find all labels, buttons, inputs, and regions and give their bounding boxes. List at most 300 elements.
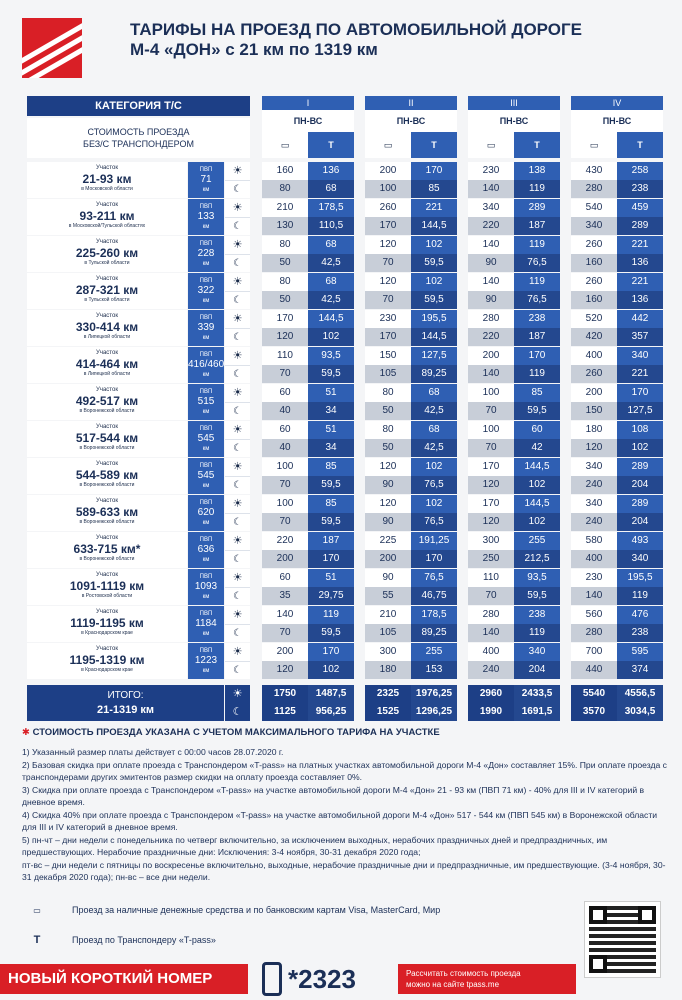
cash-price-cell: 150 (365, 347, 411, 365)
tpass-price-cell: 144,5 (411, 217, 457, 235)
tpass-price-cell: 46,75 (411, 587, 457, 605)
cash-price-cell: 700 (571, 643, 617, 661)
toll-point (188, 569, 224, 605)
tpass-price-cell: 42,5 (308, 291, 354, 309)
cash-price-cell: 170 (468, 458, 514, 476)
max-tariff-note: ✱ СТОИМОСТЬ ПРОЕЗДА УКАЗАНА С УЧЕТОМ МАКСИМАЛЬНОГО ТАРИФА НА УЧАСТКЕ (22, 727, 440, 738)
tpass-price-cell: 76,5 (411, 513, 457, 531)
cash-price-cell: 120 (365, 458, 411, 476)
section-label (27, 310, 187, 346)
category-column-header (262, 96, 354, 158)
cash-price-cell: 40 (262, 439, 308, 457)
cash-price-cell: 540 (571, 199, 617, 217)
cash-price-cell: 200 (262, 550, 308, 568)
cash-price-cell: 200 (365, 550, 411, 568)
cash-price-cell: 100 (365, 180, 411, 198)
total-label (27, 685, 224, 721)
pvp-word: ПВП (199, 167, 213, 173)
section-region: в Краснодарском крае (81, 667, 133, 673)
pvp-word: ПВП (199, 278, 213, 284)
tpass-price-cell: 59,5 (308, 513, 354, 531)
tpass-price-cell: 76,5 (514, 254, 560, 272)
tpass-price-cell: 4556,5 (617, 685, 663, 703)
calculate-cost-banner[interactable] (398, 964, 576, 994)
toll-point (188, 532, 224, 568)
tpass-price-cell: 238 (514, 310, 560, 328)
tpass-price-cell: 956,25 (308, 703, 354, 721)
cash-price-cell: 440 (571, 661, 617, 679)
cash-price-cell: 280 (571, 180, 617, 198)
section-km: 1091-1119 км (69, 579, 145, 593)
page-title (130, 20, 670, 60)
tpass-price-cell: 178,5 (308, 199, 354, 217)
tpass-price-cell: 3034,5 (617, 703, 663, 721)
section-label (27, 199, 187, 235)
calc-text: Рассчитать стоимость проезда (406, 969, 521, 978)
moon-icon: ☾ (225, 661, 250, 679)
km-word: км (202, 594, 210, 600)
tpass-icon: T (308, 132, 354, 158)
sun-icon: ☀ (225, 384, 250, 402)
section-km: 287-321 км (75, 283, 139, 297)
tpass-price-cell: 68 (411, 384, 457, 402)
section-region: в Воронежской области (79, 445, 135, 451)
tpass-price-cell: 204 (617, 476, 663, 494)
cash-price-cell: 140 (468, 365, 514, 383)
tpass-price-cell: 59,5 (411, 291, 457, 309)
section-km: 544-589 км (75, 468, 139, 482)
sun-icon: ☀ (225, 685, 250, 703)
cash-price-cell: 260 (365, 199, 411, 217)
toll-point (188, 162, 224, 198)
moon-icon: ☾ (225, 402, 250, 420)
cash-price-cell: 340 (571, 458, 617, 476)
tpass-price-cell: 144,5 (514, 458, 560, 476)
cash-price-cell: 35 (262, 587, 308, 605)
cash-price-cell: 1125 (262, 703, 308, 721)
section-label (27, 606, 187, 642)
cash-price-cell: 3570 (571, 703, 617, 721)
legend-tpass (22, 928, 542, 952)
cash-price-cell: 170 (468, 495, 514, 513)
title-line: ТАРИФЫ НА ПРОЕЗД ПО АВТОМОБИЛЬНОЙ ДОРОГЕ (130, 20, 582, 39)
section-region: в Воронежской области (79, 519, 135, 525)
pvp-km: 636 (197, 544, 215, 555)
total-title: ИТОГО: (107, 690, 144, 701)
days-label: ПН-ВС (468, 110, 560, 132)
category-column-header (468, 96, 560, 158)
tpass-price-cell: 59,5 (411, 254, 457, 272)
tpass-price-cell: 595 (617, 643, 663, 661)
tpass-price-cell: 1487,5 (308, 685, 354, 703)
tpass-price-cell: 102 (514, 476, 560, 494)
cash-price-cell: 80 (262, 180, 308, 198)
tpass-price-cell: 110,5 (308, 217, 354, 235)
tpass-price-cell: 76,5 (514, 291, 560, 309)
cash-price-cell: 180 (571, 421, 617, 439)
tpass-price-cell: 85 (514, 384, 560, 402)
tpass-price-cell: 170 (411, 162, 457, 180)
cash-price-cell: 70 (468, 402, 514, 420)
sun-icon: ☀ (225, 273, 250, 291)
tpass-price-cell: 42,5 (308, 254, 354, 272)
note-line: 2) Базовая скидка при оплате проезда с Транспондером «T-pass» на платных участках автомобильной дороги М-4 «Дон» составляет 15%. При оплате проезда с транспондерами других эмитентов размер скидки на оплату проезда составляет 0%. (22, 760, 667, 782)
tpass-price-cell: 59,5 (514, 587, 560, 605)
cash-price-cell: 200 (365, 162, 411, 180)
moon-icon: ☾ (225, 328, 250, 346)
sun-icon: ☀ (225, 236, 250, 254)
moon-icon: ☾ (225, 365, 250, 383)
tpass-price-cell: 119 (514, 273, 560, 291)
section-word: Участок (96, 535, 118, 541)
note-line: 1) Указанный размер платы действует с 00:00 часов 28.07.2020 г. (22, 746, 284, 757)
moon-icon: ☾ (225, 254, 250, 272)
toll-point (188, 643, 224, 679)
section-row (27, 162, 250, 198)
cash-price-cell: 280 (468, 606, 514, 624)
category-number: I (262, 96, 354, 110)
tpass-price-cell: 221 (411, 199, 457, 217)
cash-price-cell: 50 (262, 254, 308, 272)
section-row (27, 236, 250, 272)
cash-price-cell: 520 (571, 310, 617, 328)
cash-price-cell: 140 (468, 624, 514, 642)
tpass-icon: T (617, 132, 663, 158)
tpass-price-cell: 51 (308, 384, 354, 402)
section-word: Участок (96, 387, 118, 393)
section-region: в Липецкой области (83, 371, 131, 377)
cash-price-cell: 90 (365, 569, 411, 587)
toll-point (188, 458, 224, 494)
section-label (27, 421, 187, 457)
section-km: 1195-1319 км (69, 653, 145, 667)
tpass-price-cell: 187 (308, 532, 354, 550)
moon-icon: ☾ (225, 550, 250, 568)
tpass-price-cell: 1296,25 (411, 703, 457, 721)
toll-point (188, 606, 224, 642)
cash-price-cell: 80 (262, 236, 308, 254)
tpass-price-cell: 1691,5 (514, 703, 560, 721)
tpass-price-cell: 476 (617, 606, 663, 624)
km-word: км (202, 224, 210, 230)
cash-price-cell: 100 (468, 384, 514, 402)
section-word: Участок (96, 498, 118, 504)
cash-price-cell: 130 (262, 217, 308, 235)
tpass-price-cell: 204 (617, 513, 663, 531)
tpass-price-cell: 42,5 (411, 439, 457, 457)
cash-price-cell: 170 (365, 328, 411, 346)
toll-point (188, 384, 224, 420)
pvp-word: ПВП (199, 315, 213, 321)
section-word: Участок (96, 572, 118, 578)
section-label (27, 236, 187, 272)
tpass-price-cell: 221 (617, 273, 663, 291)
tpass-price-cell: 85 (308, 458, 354, 476)
tpass-price-cell: 76,5 (411, 476, 457, 494)
tpass-price-cell: 144,5 (514, 495, 560, 513)
section-label (27, 273, 187, 309)
tpass-price-cell: 119 (308, 606, 354, 624)
tpass-price-cell: 85 (411, 180, 457, 198)
pvp-km: 228 (197, 248, 215, 259)
days-label: ПН-ВС (365, 110, 457, 132)
section-word: Участок (96, 202, 118, 208)
section-row (27, 495, 250, 531)
tpass-price-cell: 127,5 (411, 347, 457, 365)
tpass-price-cell: 29,75 (308, 587, 354, 605)
section-label (27, 643, 187, 679)
cash-price-cell: 170 (365, 217, 411, 235)
tpass-price-cell: 153 (411, 661, 457, 679)
avtodor-logo-icon (22, 18, 82, 78)
cash-price-cell: 100 (468, 421, 514, 439)
cash-price-cell: 60 (262, 384, 308, 402)
moon-icon: ☾ (225, 180, 250, 198)
cash-price-cell: 80 (262, 273, 308, 291)
legend-cash-text: Проезд за наличные денежные средства и по банковским картам Visa, MasterCard, Мир (72, 905, 441, 915)
cash-price-cell: 70 (468, 439, 514, 457)
cash-price-cell: 60 (262, 569, 308, 587)
tpass-price-cell: 102 (411, 458, 457, 476)
category-number: III (468, 96, 560, 110)
pvp-word: ПВП (199, 537, 213, 543)
cost-label: БЕЗ/С ТРАНСПОНДЕРОМ (83, 139, 194, 149)
section-word: Участок (96, 609, 118, 615)
cash-price-cell: 70 (262, 365, 308, 383)
cash-price-cell: 210 (262, 199, 308, 217)
cash-price-cell: 2960 (468, 685, 514, 703)
category-number: IV (571, 96, 663, 110)
tpass-price-cell: 119 (514, 180, 560, 198)
moon-icon: ☾ (225, 217, 250, 235)
km-word: км (202, 520, 210, 526)
note-line: 4) Скидка 40% при оплате проезда с Транспондером «T-pass» на участке автомобильной дороги М-4 «Дон» 517 - 544 км (ПВП 545 км) в Воронежской области для III и IV категорий в дневное время. (22, 810, 658, 832)
tpass-price-cell: 68 (308, 236, 354, 254)
cash-price-cell: 160 (571, 291, 617, 309)
cash-price-cell: 120 (365, 236, 411, 254)
section-region: в Воронежской области (79, 556, 135, 562)
cash-price-cell: 120 (571, 439, 617, 457)
tpass-icon: T (411, 132, 457, 158)
km-word: км (202, 335, 210, 341)
cash-price-cell: 400 (571, 550, 617, 568)
short-number[interactable]: *2323 (288, 964, 356, 994)
cash-price-cell: 120 (365, 273, 411, 291)
tpass-price-cell: 119 (514, 365, 560, 383)
section-km: 414-464 км (75, 357, 139, 371)
pvp-km: 515 (197, 396, 215, 407)
cash-price-cell: 280 (571, 624, 617, 642)
section-km: 330-414 км (75, 320, 139, 334)
moon-icon: ☾ (225, 476, 250, 494)
km-word: км (202, 446, 210, 452)
section-km: 589-633 км (75, 505, 139, 519)
footer (0, 960, 682, 1000)
tpass-price-cell: 102 (411, 236, 457, 254)
section-word: Участок (96, 165, 118, 171)
subtitle-line: М-4 «ДОН» с 21 км по 1319 км (130, 40, 378, 59)
sun-icon: ☀ (225, 347, 250, 365)
total-range: 21-1319 км (96, 704, 155, 716)
section-region: в Московской области (81, 186, 133, 192)
cash-price-cell: 260 (571, 365, 617, 383)
toll-point (188, 495, 224, 531)
section-word: Участок (96, 350, 118, 356)
km-word: км (202, 409, 210, 415)
tpass-price-cell: 255 (411, 643, 457, 661)
section-label (27, 458, 187, 494)
section-region: в Ростовской области (81, 593, 133, 599)
tpass-price-cell: 89,25 (411, 365, 457, 383)
cash-price-cell: 120 (365, 495, 411, 513)
tpass-price-cell: 258 (617, 162, 663, 180)
km-word: км (202, 372, 210, 378)
sun-icon: ☀ (225, 532, 250, 550)
toll-point (188, 310, 224, 346)
tpass-price-cell: 59,5 (514, 402, 560, 420)
tpass-price-cell: 42 (514, 439, 560, 457)
cash-price-cell: 120 (468, 476, 514, 494)
section-region: в Воронежской области (79, 408, 135, 414)
category-header: КАТЕГОРИЯ Т/С (27, 96, 250, 116)
cash-price-cell: 55 (365, 587, 411, 605)
cash-price-cell: 300 (468, 532, 514, 550)
pvp-km: 71 (200, 174, 212, 185)
section-region: в Воронежской области (79, 482, 135, 488)
section-row (27, 532, 250, 568)
tpass-price-cell: 102 (308, 328, 354, 346)
cash-card-icon: ▭ (365, 132, 411, 158)
section-km: 1119-1195 км (70, 616, 144, 630)
tpass-price-cell: 136 (617, 254, 663, 272)
cash-price-cell: 5540 (571, 685, 617, 703)
legend-tpass-text: Проезд по Транспондеру «T-pass» (72, 935, 216, 945)
cash-price-cell: 560 (571, 606, 617, 624)
section-label (27, 347, 187, 383)
calc-link[interactable]: можно на сайте tpass.me (406, 980, 500, 989)
cash-price-cell: 220 (262, 532, 308, 550)
cash-price-cell: 160 (262, 162, 308, 180)
pvp-word: ПВП (199, 648, 213, 654)
sun-icon: ☀ (225, 458, 250, 476)
tpass-price-cell: 119 (514, 624, 560, 642)
tpass-price-cell: 102 (514, 513, 560, 531)
pvp-km: 620 (197, 507, 215, 518)
tpass-price-cell: 34 (308, 439, 354, 457)
tpass-price-cell: 238 (617, 180, 663, 198)
tpass-price-cell: 68 (411, 421, 457, 439)
moon-icon: ☾ (225, 439, 250, 457)
tpass-price-cell: 170 (617, 384, 663, 402)
toll-point (188, 347, 224, 383)
section-word: Участок (96, 313, 118, 319)
tpass-price-cell: 170 (308, 550, 354, 568)
tpass-price-cell: 289 (617, 495, 663, 513)
tpass-price-cell: 238 (514, 606, 560, 624)
pvp-km: 133 (197, 211, 215, 222)
cash-price-cell: 70 (262, 513, 308, 531)
tpass-price-cell: 102 (308, 661, 354, 679)
cash-card-icon: ▭ (262, 132, 308, 158)
section-label (27, 495, 187, 531)
phone-icon (262, 962, 282, 996)
tpass-price-cell: 119 (617, 587, 663, 605)
section-km: 633-715 км* (73, 542, 141, 556)
section-row (27, 606, 250, 642)
note-line: пт-вс – дни недели с пятницы по воскресенье включительно, выходные, нерабочие праздничные дни и предпраздничные, им предшествующие. (3-4 ноября, 30-31 декабря 2020 года); пн-вс – все дни недели. (22, 860, 666, 882)
cash-price-cell: 1750 (262, 685, 308, 703)
cash-price-cell: 200 (468, 347, 514, 365)
cash-price-cell: 140 (571, 587, 617, 605)
sun-icon: ☀ (225, 495, 250, 513)
tpass-icon: T (33, 934, 41, 946)
cash-price-cell: 100 (262, 495, 308, 513)
pvp-word: ПВП (199, 463, 213, 469)
moon-icon: ☾ (225, 513, 250, 531)
tpass-price-cell: 127,5 (617, 402, 663, 420)
cash-price-cell: 90 (365, 513, 411, 531)
cash-price-cell: 1525 (365, 703, 411, 721)
cash-price-cell: 160 (571, 254, 617, 272)
tpass-price-cell: 178,5 (411, 606, 457, 624)
cash-price-cell: 90 (468, 254, 514, 272)
cash-price-cell: 230 (365, 310, 411, 328)
cash-price-cell: 250 (468, 550, 514, 568)
days-label: ПН-ВС (571, 110, 663, 132)
section-label (27, 162, 187, 198)
tpass-price-cell: 289 (514, 199, 560, 217)
cash-price-cell: 220 (468, 328, 514, 346)
legend-cash (22, 898, 542, 922)
cash-price-cell: 70 (262, 476, 308, 494)
note-line: 5) пн-чт – дни недели с понедельника по четверг включительно, за исключением выходных, нерабочих праздничных дней и предпраздничных, им предшествующих. Нерабочие праздничные дни: Исключения: 3-4 ноября, 30-31 декабря 2020 года; (22, 835, 608, 857)
pvp-km: 545 (197, 433, 215, 444)
tpass-price-cell: 187 (514, 328, 560, 346)
section-region: в Московской/Тульской областях (68, 223, 146, 229)
section-row (27, 569, 250, 605)
tpass-price-cell: 170 (308, 643, 354, 661)
cash-price-cell: 80 (365, 384, 411, 402)
cash-price-cell: 210 (365, 606, 411, 624)
moon-icon: ☾ (225, 587, 250, 605)
toll-point (188, 273, 224, 309)
tpass-price-cell: 170 (514, 347, 560, 365)
pvp-km: 1223 (194, 655, 218, 666)
tpass-price-cell: 89,25 (411, 624, 457, 642)
tpass-price-cell: 42,5 (411, 402, 457, 420)
tpass-price-cell: 60 (514, 421, 560, 439)
section-label (27, 384, 187, 420)
cash-price-cell: 300 (365, 643, 411, 661)
cash-price-cell: 230 (468, 162, 514, 180)
tpass-price-cell: 34 (308, 402, 354, 420)
cash-price-cell: 260 (571, 236, 617, 254)
tpass-price-cell: 136 (617, 291, 663, 309)
notes (22, 727, 668, 885)
cash-price-cell: 140 (262, 606, 308, 624)
cash-price-cell: 240 (571, 476, 617, 494)
section-km: 225-260 км (75, 246, 139, 260)
section-row (27, 273, 250, 309)
section-row (27, 421, 250, 457)
cash-price-cell: 200 (262, 643, 308, 661)
pvp-km: 322 (197, 285, 215, 296)
section-row (27, 347, 250, 383)
sun-icon: ☀ (225, 421, 250, 439)
tpass-price-cell: 119 (514, 236, 560, 254)
cash-price-cell: 260 (571, 273, 617, 291)
km-word: км (202, 631, 210, 637)
